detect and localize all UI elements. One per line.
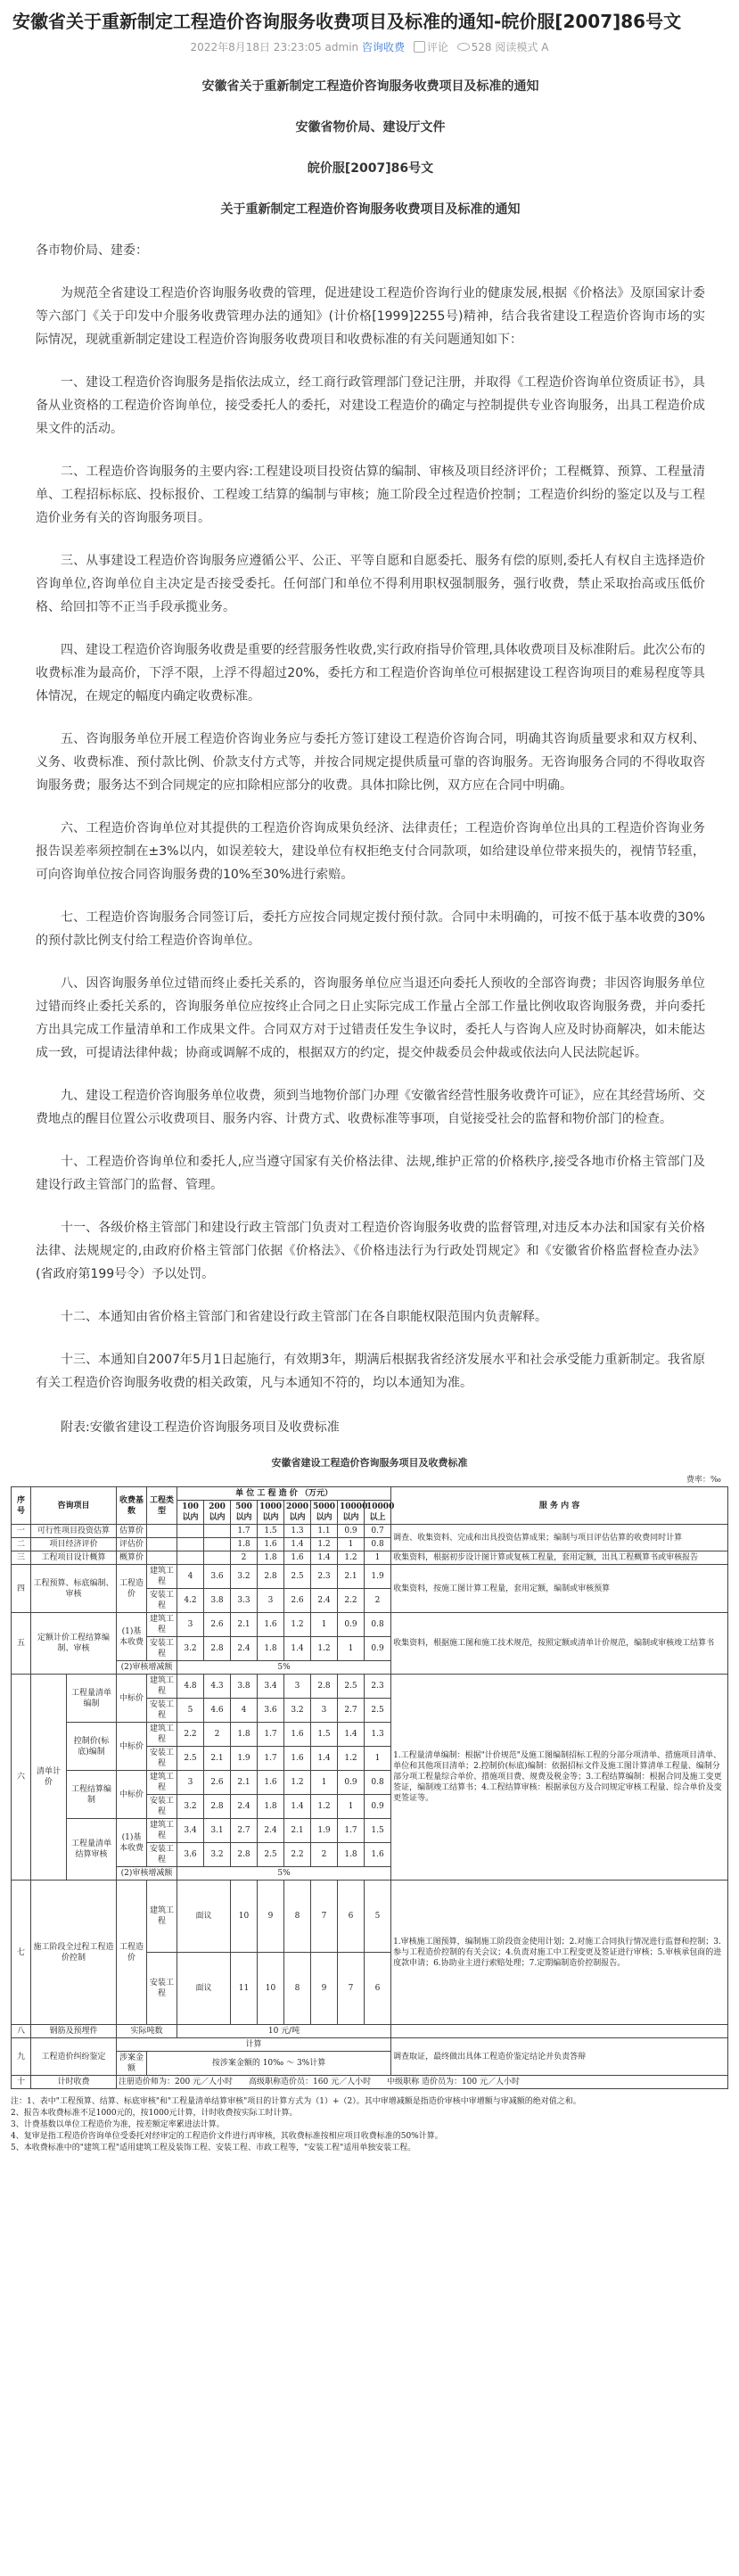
rate-value: 4.3 (204, 1675, 231, 1699)
rate-value: 2.4 (258, 1819, 284, 1843)
row-subproject: 控制价(标底)编制 (67, 1723, 117, 1771)
rate-value: 2.1 (204, 1747, 231, 1771)
table-unit: 费率：‰ (686, 1476, 721, 1485)
row-type: 建筑工程 (147, 1613, 177, 1637)
rate-value: 0.9 (338, 1525, 365, 1538)
row-no: 二 (12, 1538, 31, 1551)
rate-value: 3.2 (204, 1843, 231, 1867)
rate-value: 2.1 (231, 1771, 258, 1795)
rate-value: 8 (284, 1881, 311, 1953)
rate-value: 0.8 (365, 1613, 391, 1637)
article-paragraph: 七、工程造价咨询服务合同签订后，委托方应按合同规定拨付预付款。合同中未明确的，可按不低于基本收费的30%的预付款比例支付给工程造价咨询单位。 (36, 910, 705, 948)
rate-value: 3.4 (258, 1675, 284, 1699)
rate-value: 1.6 (258, 1613, 284, 1637)
rate-value: 1 (338, 1538, 365, 1551)
rate-value: 6 (338, 1881, 365, 1953)
rate-value: 1.8 (258, 1795, 284, 1819)
rate-value: 4 (231, 1699, 258, 1723)
article-paragraph: 为规范全省建设工程造价咨询服务收费的管理，促进建设工程造价咨询行业的健康发展,根据《价格法》及原国家计委等六部门《关于印发中介服务收费管理办法的通知》(计价格[1999]2255号)精神，结合我省建设工程造价咨询市场的实际情况，现就重新制定建设工程造价咨询服务收费项目和收费标准的有关问题通知如下： (36, 286, 705, 347)
rate-value: 4.2 (177, 1589, 204, 1613)
rate-value: 2.3 (365, 1675, 391, 1699)
rate-value: 3.3 (231, 1589, 258, 1613)
rate-value: 2.1 (284, 1819, 311, 1843)
rate-value: 2.5 (365, 1699, 391, 1723)
note-line: 2、报告本收费标准不足1000元的，按1000元计算，计时收费按实际工时计算。 (11, 2109, 298, 2118)
rate-value: 2 (365, 1589, 391, 1613)
rate-value (177, 1551, 204, 1565)
rate-value: 3.6 (204, 1565, 231, 1589)
rate-value: 1 (338, 1637, 365, 1661)
row-basis: 涉案金额 (117, 2052, 147, 2076)
article-meta (12, 39, 727, 55)
row-type: 安装工程 (147, 1747, 177, 1771)
rate-value: 2.4 (231, 1637, 258, 1661)
rate-value: 2.8 (231, 1843, 258, 1867)
rate-value: 0.9 (365, 1795, 391, 1819)
rate-value (177, 1538, 204, 1551)
fee-table-section (11, 1455, 728, 2154)
rate-value: 按涉案金额的 10‰ ～ 3%计算 (147, 2052, 391, 2076)
row-service: 1.审核施工图预算，编制施工阶段资金使用计划；2.对施工合同执行情况进行监督和控制；3.参与工程造价控制的有关会议；4.负责对施工中工程变更及签证进行审核；5.审核承包商的进度款申请；6.协助业主进行索赔处理；7.定期编制造价控制报告。 (391, 1881, 728, 2025)
rate-value: 1.6 (284, 1747, 311, 1771)
row-basis: 中标价 (117, 1771, 147, 1819)
article-body (0, 75, 739, 1439)
article-paragraph: 十三、本通知自2007年5月1日起施行，有效期3年，期满后根据我省经济发展水平和社会承受能力重新制定。我省原有关工程造价咨询服务收费的相关政策，凡与本通知不符的，均以本通知为准。 (36, 1353, 705, 1390)
rate-value: 1.6 (284, 1551, 311, 1565)
rate-value: 3 (177, 1771, 204, 1795)
table-row (12, 1525, 728, 1538)
rate-value: 1.5 (311, 1723, 338, 1747)
rate-value: 1.7 (258, 1747, 284, 1771)
rate-value: 1.4 (311, 1551, 338, 1565)
author-link[interactable]: admin (324, 41, 359, 53)
row-no: 四 (12, 1565, 31, 1613)
rate-value: 10 元/吨 (177, 2025, 391, 2038)
addressee: 各市物价局、建委： (36, 243, 148, 258)
article-paragraph: 三、从事建设工程造价咨询服务应遵循公平、公正、平等自愿和自愿委托、服务有偿的原则,委托人有权自主选择造价咨询单位,咨询单位自主决定是否接受委托。任何部门和单位不得利用职权强制服务，强行收费，禁止采取抬高或压低价格、给回扣等不正当手段承揽业务。 (36, 554, 705, 614)
rate-value: 1 (338, 1795, 365, 1819)
rate-value: 2.8 (204, 1795, 231, 1819)
row-type: 建筑工程 (147, 1819, 177, 1843)
publish-date: 2022年8月18日 23:23:05 (190, 41, 322, 53)
rate-value: 1.4 (284, 1538, 311, 1551)
note-line: 注：1、表中"工程预算、结算、标底审核"和"工程量清单结算审核"项目的计算方式为（1）+（2）。其中审增减额是指造价审核中审增额与审减额的绝对值之和。 (11, 2097, 581, 2106)
row-no: 七 (12, 1881, 31, 2025)
row-type: 安装工程 (147, 1953, 177, 2025)
rate-value: 注册造价师为：200 元／人小时 高级职称造价员：160 元／人小时 中级职称 造价员为：100 元／人小时 (117, 2076, 728, 2089)
rate-value: 面议 (177, 1953, 231, 2025)
article-paragraph: 十、工程造价咨询单位和委托人,应当遵守国家有关价格法律、法规,维护正常的价格秩序,接受各地市价格主管部门及建设行政主管部门的监督、管理。 (36, 1155, 705, 1192)
article-paragraph: 十一、各级价格主管部门和建设行政主管部门负责对工程造价咨询服务收费的监督管理,对违反本办法和国家有关价格法律、法规规定的,由政府价格主管部门依据《价格法》、《价格违法行为行政处罚规定》和《安徽省价格监督检查办法》(省政府第199号令）予以处罚。 (36, 1221, 705, 1281)
rate-value: 1.6 (284, 1723, 311, 1747)
rate-value: 5 (177, 1699, 204, 1723)
rate-value: 2.4 (311, 1589, 338, 1613)
rate-value: 1.4 (338, 1723, 365, 1747)
rate-value: 10 (231, 1881, 258, 1953)
rate-value: 1.8 (258, 1637, 284, 1661)
row-no: 十 (12, 2076, 31, 2089)
rate-value: 1.2 (284, 1771, 311, 1795)
rate-value: 2.8 (204, 1637, 231, 1661)
rate-value: 3 (284, 1675, 311, 1699)
header-range: 500以内 (231, 1501, 258, 1525)
rate-value: 1.3 (284, 1525, 311, 1538)
header-range: 5000以内 (311, 1501, 338, 1525)
document-number: 皖价服[2007]86号文 (307, 161, 434, 176)
rate-value: 2.2 (338, 1589, 365, 1613)
rate-value: 2.6 (204, 1771, 231, 1795)
row-basis: 工程造价 (117, 1565, 147, 1613)
table-title: 安徽省建设工程造价咨询服务项目及收费标准 (271, 1457, 468, 1469)
rate-value: 4.6 (204, 1699, 231, 1723)
header-type: 工程类型 (147, 1487, 177, 1525)
article-paragraph: 九、建设工程造价咨询服务单位收费，须到当地物价部门办理《安徽省经营性服务收费许可证》，应在其经营场所、交费地点的醒目位置公示收费项目、服务内容、计费方式、收费标准等事项，自觉接受社会的监督和物价部门的检查。 (36, 1089, 705, 1126)
header-project: 咨询项目 (31, 1487, 117, 1525)
row-service: 收集资料，按施工图计算工程量，套用定额，编制或审核预算 (391, 1565, 728, 1613)
row-type: 安装工程 (147, 1589, 177, 1613)
article-paragraph: 四、建设工程造价咨询服务收费是重要的经营服务性收费,实行政府指导价管理,具体收费项目及标准附后。此次公布的收费标准为最高价，下浮不限，上浮不得超过20%，委托方和工程造价咨询单位可根据建设工程咨询项目的难易程度等具体情况，在规定的幅度内确定收费标准。 (36, 643, 705, 704)
rate-value: 1.7 (338, 1819, 365, 1843)
article-paragraph: 六、工程造价咨询单位对其提供的工程造价咨询成果负经济、法律责任；工程造价咨询单位出具的工程造价咨询业务报告误差率须控制在±3%以内，如误差较大，建设单位有权拒绝支付合同款项，如给建设单位带来损失的，视情节轻重，可向咨询单位按合同咨询服务费的10%至30%进行索赔。 (36, 821, 705, 882)
article-paragraph: 十二、本通知由省价格主管部门和省建设行政主管部门在各自职能权限范围内负责解释。 (61, 1310, 547, 1324)
rate-value: 5 (365, 1881, 391, 1953)
header-basis: 收费基数 (117, 1487, 147, 1525)
row-basis: 概算价 (117, 1551, 147, 1565)
rate-value: 2.5 (258, 1843, 284, 1867)
note-line: 4、复审是指工程造价咨询单位受委托对经审定的工程造价文件进行再审核，其收费标准按相应项目收费标准的50%计算。 (11, 2132, 443, 2141)
rate-value: 0.9 (365, 1637, 391, 1661)
row-basis: (2)审核增减额 (117, 1867, 177, 1881)
table-row (12, 2038, 728, 2052)
table-row (12, 1675, 728, 1699)
view-count: 528 阅读模式 (471, 41, 538, 53)
rate-value: 1.6 (258, 1771, 284, 1795)
rate-value: 3.6 (177, 1843, 204, 1867)
rate-value (204, 1538, 231, 1551)
rate-value: 2.2 (177, 1723, 204, 1747)
header-no: 序号 (12, 1487, 31, 1525)
rate-value: 10 (258, 1953, 284, 2025)
row-type: 建筑工程 (147, 1723, 177, 1747)
article-header (0, 0, 739, 55)
comment-icon (414, 41, 425, 53)
rate-value: 1.2 (311, 1637, 338, 1661)
row-service (391, 2025, 728, 2038)
rate-value: 1.8 (338, 1843, 365, 1867)
table-row (12, 2025, 728, 2038)
rate-value (204, 1525, 231, 1538)
article-paragraph: 一、建设工程造价咨询服务是指依法成立，经工商行政管理部门登记注册，并取得《工程造价咨询单位资质证书》，具备从业资格的工程造价咨询单位，接受委托人的委托，对建设工程造价的确定与控制提供专业咨询服务，出具工程造价成果文件的活动。 (36, 375, 705, 436)
rate-value: 0.8 (365, 1538, 391, 1551)
table-notes (11, 2096, 728, 2154)
row-type (147, 1551, 177, 1565)
rate-value: 9 (311, 1953, 338, 2025)
table-row (12, 1551, 728, 1565)
issuing-authority: 安徽省物价局、建设厅文件 (295, 120, 446, 135)
row-basis: (1)基本收费 (117, 1613, 147, 1661)
header-range: 2000以内 (284, 1501, 311, 1525)
row-project: 计时收费 (31, 2076, 117, 2089)
rate-value: 5% (177, 1661, 391, 1675)
rate-value: 2.8 (258, 1565, 284, 1589)
rate-value: 1.2 (284, 1613, 311, 1637)
row-no: 九 (12, 2038, 31, 2076)
rate-value: 3 (258, 1589, 284, 1613)
rate-value: 1.9 (231, 1747, 258, 1771)
rate-value: 面议 (177, 1881, 231, 1953)
notice-title: 关于重新制定工程造价咨询服务收费项目及标准的通知 (220, 202, 521, 217)
row-type: 建筑工程 (147, 1771, 177, 1795)
row-project: 工程预算、标底编制、审核 (31, 1565, 117, 1613)
header-range: 10000以上 (365, 1501, 391, 1525)
rate-value: 3.8 (231, 1675, 258, 1699)
rate-value: 1.8 (231, 1538, 258, 1551)
rate-value: 1.6 (365, 1843, 391, 1867)
row-basis: 计算 (117, 2038, 391, 2052)
table-row (12, 1881, 728, 1953)
row-basis: 实际吨数 (117, 2025, 177, 2038)
rate-value: 1.3 (365, 1723, 391, 1747)
rate-value: 3.1 (204, 1819, 231, 1843)
row-project: 项目经济评价 (31, 1538, 117, 1551)
note-line: 5、本收费标准中的"建筑工程"适用建筑工程及装饰工程、安装工程、市政工程等，"安装工程"适用单独安装工程。 (11, 2144, 416, 2152)
row-no: 八 (12, 2025, 31, 2038)
header-range: 10000以内 (338, 1501, 365, 1525)
rate-value: 1.4 (284, 1795, 311, 1819)
rate-value: 1.9 (365, 1565, 391, 1589)
row-subproject: 工程量清单结算审核 (67, 1819, 117, 1881)
note-line: 3、计费基数以单位工程造价为准，按差额定率累进法计算。 (11, 2120, 225, 2129)
rate-value (177, 1525, 204, 1538)
row-type (147, 1525, 177, 1538)
rate-value: 1 (365, 1747, 391, 1771)
row-no: 六 (12, 1675, 31, 1881)
rate-value: 3.2 (177, 1795, 204, 1819)
row-type: 安装工程 (147, 1843, 177, 1867)
rate-value: 9 (258, 1881, 284, 1953)
rate-value: 4.8 (177, 1675, 204, 1699)
font-size-toggle[interactable]: A (541, 41, 549, 53)
row-basis: 工程造价 (117, 1881, 147, 2025)
row-service: 收集资料，根据初步设计图计算或复核工程量，套用定额，出具工程概算书或审核报告 (391, 1551, 728, 1565)
rate-value: 2 (204, 1723, 231, 1747)
header-scale: 单 位 工 程 造 价 （万元） (177, 1487, 391, 1501)
rate-value: 8 (284, 1953, 311, 2025)
rate-value: 2.5 (177, 1747, 204, 1771)
row-project: 工程项目设计概算 (31, 1551, 117, 1565)
rate-value: 0.9 (338, 1613, 365, 1637)
rate-value: 1 (365, 1551, 391, 1565)
row-type: 安装工程 (147, 1795, 177, 1819)
row-service: 调查、收集资料、完成和出具投资估算成果；编制与项目评估估算的收费同时计算 (391, 1525, 728, 1551)
row-project: 钢筋及预埋件 (31, 2025, 117, 2038)
row-type: 建筑工程 (147, 1675, 177, 1699)
rate-value: 1.2 (311, 1538, 338, 1551)
rate-value: 1.8 (258, 1551, 284, 1565)
rate-value: 2 (311, 1843, 338, 1867)
rate-value: 1.9 (311, 1819, 338, 1843)
rate-value: 2.5 (338, 1675, 365, 1699)
article-paragraph: 五、咨询服务单位开展工程造价咨询业务应与委托方签订建设工程造价咨询合同，明确其咨询质量要求和双方权利、义务、收费标准、预付款比例、价款支付方式等，并按合同规定提供质量可靠的咨询服务。无咨询服务合同的不得收取咨询服务费；服务达不到合同规定的应扣除相应部分的收费。具体扣除比例，双方应在合同中明确。 (36, 732, 705, 793)
rate-value: 3 (311, 1699, 338, 1723)
rate-value: 3.6 (258, 1699, 284, 1723)
rate-value: 6 (365, 1953, 391, 2025)
rate-value: 5% (177, 1867, 391, 1881)
rate-value: 3.2 (284, 1699, 311, 1723)
rate-value: 7 (338, 1953, 365, 2025)
category-link[interactable]: 咨询收费 (361, 41, 405, 53)
table-row (12, 1487, 728, 1501)
page-title: 安徽省关于重新制定工程造价咨询服务收费项目及标准的通知-皖价服[2007]86号文 (12, 11, 682, 32)
rate-value: 2.1 (231, 1613, 258, 1637)
header-range: 1000以内 (258, 1501, 284, 1525)
row-service: 收集资料，根据施工图和施工技术规范，按照定额或清单计价规范，编制或审核竣工结算书 (391, 1613, 728, 1675)
rate-value: 1.5 (258, 1525, 284, 1538)
rate-value: 2.8 (311, 1675, 338, 1699)
header-service: 服 务 内 容 (391, 1487, 728, 1525)
row-subproject: 工程量清单编制 (67, 1675, 117, 1723)
row-project: 可行性项目投资估算 (31, 1525, 117, 1538)
header-range: 200以内 (204, 1501, 231, 1525)
rate-value: 2 (231, 1551, 258, 1565)
rate-value: 2.6 (204, 1613, 231, 1637)
rate-value: 3.2 (231, 1565, 258, 1589)
rate-value: 2.4 (231, 1795, 258, 1819)
row-project: 工程造价纠纷鉴定 (31, 2038, 117, 2076)
row-basis: (1)基本收费 (117, 1819, 147, 1867)
rate-value: 4 (177, 1565, 204, 1589)
row-no: 三 (12, 1551, 31, 1565)
row-project: 施工阶段全过程工程造价控制 (31, 1881, 117, 2025)
rate-value: 1.1 (311, 1525, 338, 1538)
rate-value: 1.5 (365, 1819, 391, 1843)
rate-value: 1.2 (311, 1795, 338, 1819)
rate-value: 3.4 (177, 1819, 204, 1843)
rate-value: 1.2 (338, 1747, 365, 1771)
header-range: 100以内 (177, 1501, 204, 1525)
rate-value: 2.7 (231, 1819, 258, 1843)
rate-value: 3.8 (204, 1589, 231, 1613)
rate-value: 2.2 (284, 1843, 311, 1867)
row-basis: (2)审核增减额 (117, 1661, 177, 1675)
rate-value: 1 (311, 1613, 338, 1637)
table-row (12, 1613, 728, 1637)
row-type: 建筑工程 (147, 1565, 177, 1589)
eye-icon (457, 43, 470, 51)
row-basis: 中标价 (117, 1723, 147, 1771)
rate-value: 1.7 (231, 1525, 258, 1538)
table-row (12, 1565, 728, 1589)
rate-value: 2.6 (284, 1589, 311, 1613)
row-basis: 中标价 (117, 1675, 147, 1723)
rate-value: 2.5 (284, 1565, 311, 1589)
rate-value: 1.7 (258, 1723, 284, 1747)
rate-value: 3 (177, 1613, 204, 1637)
rate-value: 0.8 (365, 1771, 391, 1795)
rate-value: 3.2 (177, 1637, 204, 1661)
row-basis: 估算价 (117, 1525, 147, 1538)
row-project: 定额计价工程结算编制、审核 (31, 1613, 117, 1675)
rate-value: 7 (311, 1881, 338, 1953)
row-type (147, 1538, 177, 1551)
rate-value: 2.1 (338, 1565, 365, 1589)
row-subproject: 工程结算编制 (67, 1771, 117, 1819)
rate-value: 1.4 (311, 1747, 338, 1771)
rate-value (204, 1551, 231, 1565)
article-paragraph: 二、工程造价咨询服务的主要内容:工程建设项目投资估算的编制、审核及项目经济评价；工程概算、预算、工程量清单、工程招标标底、投标报价、工程竣工结算的编制与审核；施工阶段全过程造价控制；工程造价纠纷的鉴定以及与工程造价业务有关的咨询服务项目。 (36, 465, 705, 525)
fee-table (11, 1486, 728, 2089)
row-no: 一 (12, 1525, 31, 1538)
rate-value: 1.2 (338, 1551, 365, 1565)
article-heading: 安徽省关于重新制定工程造价咨询服务收费项目及标准的通知 (201, 79, 539, 94)
row-project: 清单计价 (31, 1675, 67, 1881)
row-basis: 评估价 (117, 1538, 147, 1551)
row-service: 1.工程量清单编制：根据"计价规范"及施工图编制招标工程的分部分项清单、措施项目清单、单位和其他项目清单；2.控制价(标底)编制：依据招标文件及施工图计算清单工程量、编制分部分项工程量综合单价、措施项目费、规费及税金等；3.工程结算编制：根据合同及施工变更签证，编制竣工结算书；4.工程结算审核：根据承包方及合同规定审核工程量、综合单价及变更签证等。 (391, 1675, 728, 1881)
row-service: 调查取证，最终做出具体工程造价鉴定结论并负责答辩 (391, 2038, 728, 2076)
attachment-label: 附表:安徽省建设工程造价咨询服务项目及收费标准 (61, 1420, 340, 1435)
rate-value: 1.4 (284, 1637, 311, 1661)
row-no: 五 (12, 1613, 31, 1675)
rate-value: 11 (231, 1953, 258, 2025)
rate-value: 1 (311, 1771, 338, 1795)
row-type: 安装工程 (147, 1637, 177, 1661)
article-paragraph: 八、因咨询服务单位过错而终止委托关系的，咨询服务单位应当退还向委托人预收的全部咨询费；非因咨询服务单位过错而终止委托关系的，咨询服务单位应按终止合同之日止实际完成工作量占全部工作量比例收取咨询服务费，并向委托方出具完成工作量清单和工作成果文件。合同双方对于过错责任发生争议时，委托人与咨询人应及时协商解决，如未能达成一致，可提请法律仲裁；协商或调解不成的，根据双方的约定，提交仲裁委员会仲裁或依法向人民法院起诉。 (36, 976, 705, 1060)
rate-value: 1.8 (231, 1723, 258, 1747)
comment-link[interactable]: 评论 (426, 41, 448, 53)
row-type: 安装工程 (147, 1699, 177, 1723)
rate-value: 2.3 (311, 1565, 338, 1589)
rate-value: 0.9 (338, 1771, 365, 1795)
table-row (12, 2076, 728, 2089)
rate-value: 0.7 (365, 1525, 391, 1538)
rate-value: 1.6 (258, 1538, 284, 1551)
row-type: 建筑工程 (147, 1881, 177, 1953)
rate-value: 2.7 (338, 1699, 365, 1723)
